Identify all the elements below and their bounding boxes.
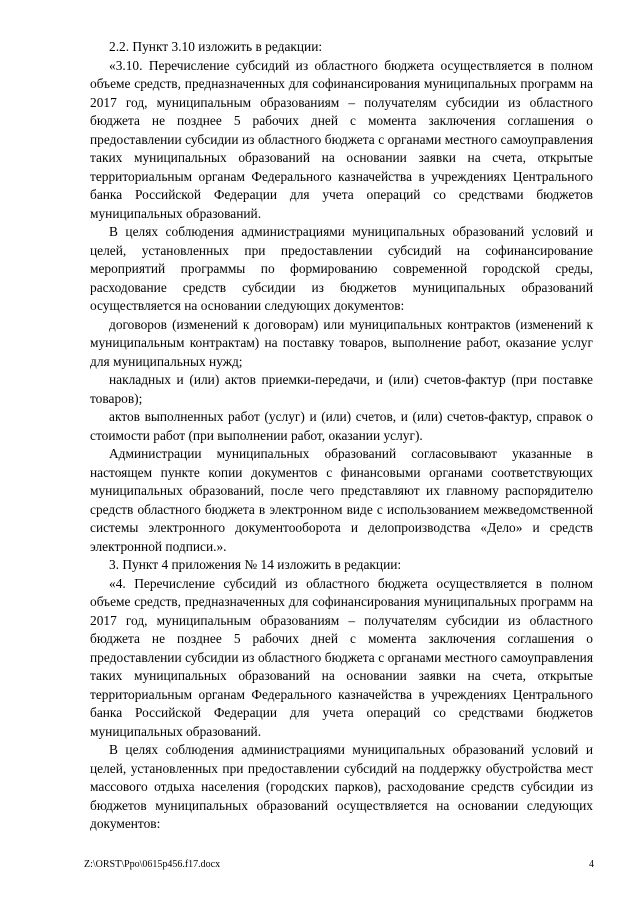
paragraph-clause-4: «4. Перечисление субсидий из областного бюджета осуществляется в полном объеме средств, предназначенных для софинансирования муниципальных программ на 2017 год, муниципальным образованиям – получателям субсидии из областного бюджета не позднее 5 рабочих дней с момента заключения соглашения о предоставлении субсидии из областного бюджета с органами местного самоуправления таких муниципальных образований на основании заявки на счета, открытые территориальным органам Федерального казначейства в учреждениях Центрального банка Российской Федерации для учета операций со средствами бюджетов муниципальных образований. [90,575,593,739]
paragraph-parks-conditions: В целях соблюдения администрациями муниципальных образований условий и целей, установленных при предоставлении субсидий на поддержку обустройства мест массового отдыха населения (городских парков), расходование средств субсидии из бюджетов муниципальных образований осуществляется на основании следующих документов: [90,742,593,831]
paragraph-clause-2-2: 2.2. Пункт 3.10 изложить в редакции: [109,39,323,54]
paragraph-clause-3: 3. Пункт 4 приложения № 14 изложить в редакции: [109,557,402,572]
footer-file-path: Z:\ORST\Ppo\0615p456.f17.docx [84,859,221,870]
paragraph-clause-3-10: «3.10. Перечисление субсидий из областного бюджета осуществляется в полном объеме средств, предназначенных для софинансирования муниципальных программ на 2017 год, муниципальным образованиям – получателям субсидии из областного бюджета не позднее 5 рабочих дней с момента заключения соглашения о предоставлении субсидии из областного бюджета с органами местного самоуправления таких муниципальных образований на основании заявки на счета, открытые территориальным органам Федерального казначейства в учреждениях Центрального банка Российской Федерации для учета операций со средствами бюджетов муниципальных образований. [90,57,593,221]
document-body [90,38,593,834]
paragraph-approval: Администрации муниципальных образований согласовывают указанные в настоящем пункте копии документов с финансовыми органами соответствующих муниципальных образований, после чего представляют их главному распорядителю средств областного бюджета в электронном виде с использованием межведомственной системы электронного документооборота и делопроизводства «Дело» и средств электронной подписи.». [90,446,593,554]
paragraph-invoices: накладных и (или) актов приемки-передачи, и (или) счетов-фактур (при поставке товаров); [90,372,593,406]
paragraph-contracts: договоров (изменений к договорам) или муниципальных контрактов (изменений к муниципальным контрактам) на поставку товаров, выполнение работ, оказание услуг для муниципальных нужд; [90,316,593,369]
paragraph-acts: актов выполненных работ (услуг) и (или) счетов, и (или) счетов-фактур, справок о стоимости работ (при выполнении работ, оказании услуг). [90,409,593,443]
page-number: 4 [589,859,594,870]
paragraph-usage-conditions: В целях соблюдения администрациями муниципальных образований условий и целей, установленных при предоставлении субсидий на софинансирование мероприятий программы по формированию современной городской среды, расходование средств субсидии из бюджетов муниципальных образований осуществляется на основании следующих документов: [90,224,593,313]
